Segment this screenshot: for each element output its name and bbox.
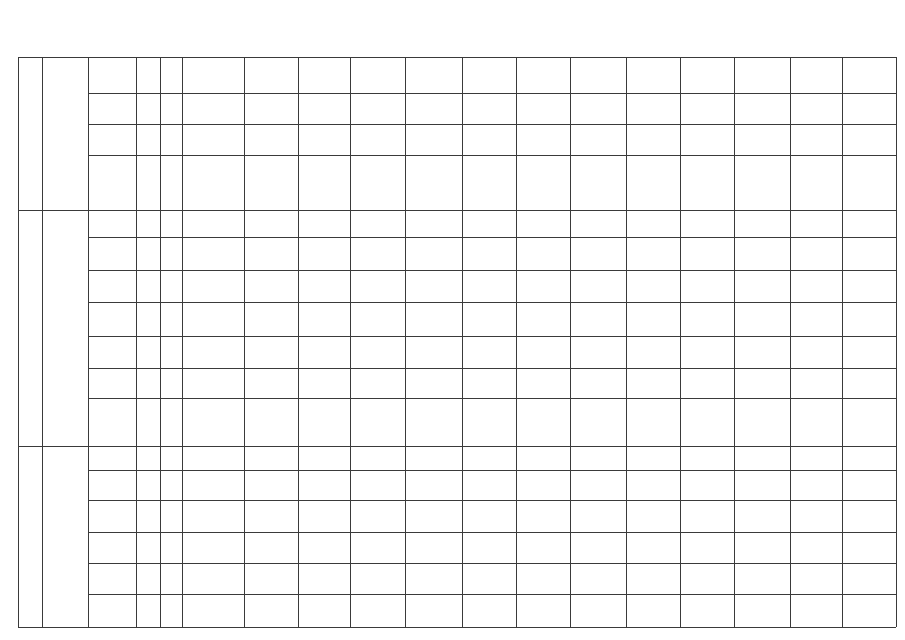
- amount-cell: [736, 278, 788, 301]
- amount-cell: [572, 276, 624, 301]
- amount-cell: [572, 374, 624, 397]
- grid-row-line: [18, 210, 896, 211]
- grid-col-line: [790, 57, 791, 627]
- amount-cell: [572, 130, 624, 154]
- section-code: [162, 218, 180, 236]
- amount-cell: [352, 310, 403, 335]
- amount-cell: [572, 449, 624, 469]
- amount-cell: [682, 449, 732, 469]
- amount-cell: [184, 540, 242, 562]
- amount-cell: [246, 65, 296, 92]
- grid-row-line: [88, 336, 896, 337]
- grid-row-line: [88, 594, 896, 595]
- item-number: [20, 212, 40, 249]
- amount-cell: [572, 308, 624, 335]
- section-code: [162, 454, 180, 469]
- amount-cell: [352, 65, 403, 92]
- amount-cell: [628, 65, 678, 92]
- amount-cell: [518, 65, 568, 92]
- amount-cell: [736, 508, 788, 531]
- grid-row-line: [88, 302, 896, 303]
- amount-cell: [407, 278, 460, 301]
- amount-cell: [300, 449, 348, 469]
- amount-cell: [246, 540, 296, 562]
- amount-cell: [300, 508, 348, 531]
- amount-cell: [572, 569, 624, 593]
- amount-cell: [572, 63, 624, 92]
- measure-name: [44, 212, 86, 289]
- funding-source: [90, 370, 134, 397]
- amount-cell: [682, 65, 732, 92]
- grbs-code: [138, 218, 158, 236]
- amount-cell: [628, 508, 678, 531]
- grid-col-line: [570, 57, 571, 627]
- amount-cell: [518, 278, 568, 301]
- grid-row-line: [88, 124, 896, 125]
- grid-col-line: [136, 57, 137, 627]
- amount-cell: [682, 278, 732, 301]
- grid-row-line: [88, 368, 896, 369]
- amount-cell: [352, 449, 403, 469]
- amount-cell: [518, 508, 568, 531]
- grid-col-line: [516, 57, 517, 627]
- amount-cell: [184, 449, 242, 469]
- grbs-code: [138, 454, 158, 469]
- amount-cell: [184, 213, 242, 236]
- amount-cell: [792, 278, 840, 301]
- amount-cell: [407, 213, 460, 236]
- amount-cell: [844, 278, 894, 301]
- amount-cell: [184, 310, 242, 335]
- funding-source: [90, 596, 134, 626]
- amount-cell: [572, 213, 624, 236]
- amount-cell: [352, 278, 403, 301]
- funding-source: [90, 239, 134, 269]
- amount-cell: [736, 449, 788, 469]
- funding-source: [90, 448, 134, 469]
- amount-cell: [628, 449, 678, 469]
- funding-source: [90, 95, 134, 123]
- grid-row-line: [18, 446, 896, 447]
- amount-cell: [300, 540, 348, 562]
- funding-source: [90, 338, 134, 367]
- amount-cell: [300, 310, 348, 335]
- grid-col-line: [734, 57, 735, 627]
- amount-cell: [792, 213, 840, 236]
- amount-cell: [246, 508, 296, 531]
- amount-cell: [572, 404, 624, 445]
- funding-source: [90, 304, 134, 335]
- amount-cell: [300, 213, 348, 236]
- amount-cell: [792, 65, 840, 92]
- amount-cell: [736, 213, 788, 236]
- amount-cell: [572, 506, 624, 531]
- amount-cell: [352, 540, 403, 562]
- amount-cell: [572, 161, 624, 209]
- grid-col-line: [88, 57, 89, 627]
- grid-col-line: [18, 57, 19, 627]
- grid-row-line: [88, 470, 896, 471]
- amount-cell: [464, 449, 514, 469]
- grid-col-line: [350, 57, 351, 627]
- grid-col-line: [842, 57, 843, 627]
- amount-cell: [844, 65, 894, 92]
- amount-cell: [792, 449, 840, 469]
- amount-cell: [246, 310, 296, 335]
- grid-col-line: [626, 57, 627, 627]
- amount-cell: [407, 65, 460, 92]
- amount-cell: [682, 508, 732, 531]
- grid-col-line: [462, 57, 463, 627]
- amount-cell: [352, 213, 403, 236]
- amount-cell: [572, 538, 624, 562]
- amount-cell: [572, 600, 624, 626]
- amount-cell: [407, 449, 460, 469]
- grid-col-line: [244, 57, 245, 627]
- grid-col-line: [405, 57, 406, 627]
- amount-cell: [844, 449, 894, 469]
- amount-cell: [844, 508, 894, 531]
- amount-cell: [736, 65, 788, 92]
- funding-source: [90, 472, 134, 499]
- grid-col-line: [680, 57, 681, 627]
- amount-cell: [464, 278, 514, 301]
- grid-col-line: [896, 57, 897, 627]
- amount-cell: [246, 213, 296, 236]
- amount-cell: [572, 99, 624, 123]
- amount-cell: [184, 65, 242, 92]
- amount-cell: [572, 476, 624, 499]
- amount-cell: [184, 278, 242, 301]
- amount-cell: [300, 65, 348, 92]
- amount-cell: [792, 508, 840, 531]
- amount-cell: [682, 213, 732, 236]
- grid-row-line: [88, 155, 896, 156]
- grid-row-line: [88, 532, 896, 533]
- amount-cell: [572, 342, 624, 367]
- amount-cell: [518, 213, 568, 236]
- grid-row-line: [88, 500, 896, 501]
- funding-source: [90, 272, 134, 301]
- grid-row-line: [18, 57, 896, 58]
- amount-cell: [246, 449, 296, 469]
- amount-cell: [300, 278, 348, 301]
- amount-cell: [184, 245, 242, 269]
- funding-source: [90, 157, 134, 209]
- amount-cell: [464, 65, 514, 92]
- amount-cell: [518, 449, 568, 469]
- amount-cell: [407, 508, 460, 531]
- grid-col-line: [298, 57, 299, 627]
- grid-row-line: [88, 237, 896, 238]
- grid-row-line: [18, 627, 896, 628]
- item-number: [20, 448, 40, 485]
- amount-cell: [352, 508, 403, 531]
- amount-cell: [844, 213, 894, 236]
- funding-source: [90, 534, 134, 562]
- funding-source: [90, 212, 134, 236]
- funding-source: [90, 59, 134, 92]
- funding-source: [90, 400, 134, 445]
- funding-source: [90, 565, 134, 593]
- amount-cell: [184, 508, 242, 531]
- amount-cell: [628, 213, 678, 236]
- amount-cell: [464, 213, 514, 236]
- grid-row-line: [88, 93, 896, 94]
- grid-col-line: [42, 57, 43, 627]
- grid-row-line: [88, 398, 896, 399]
- funding-source: [90, 126, 134, 154]
- grid-row-line: [88, 270, 896, 271]
- grid-col-line: [182, 57, 183, 627]
- grid-row-line: [88, 563, 896, 564]
- grid-col-line: [160, 57, 161, 627]
- amount-cell: [628, 278, 678, 301]
- amount-cell: [464, 508, 514, 531]
- amount-cell: [246, 278, 296, 301]
- amount-cell: [572, 243, 624, 269]
- funding-source: [90, 502, 134, 531]
- measure-name: [44, 448, 86, 525]
